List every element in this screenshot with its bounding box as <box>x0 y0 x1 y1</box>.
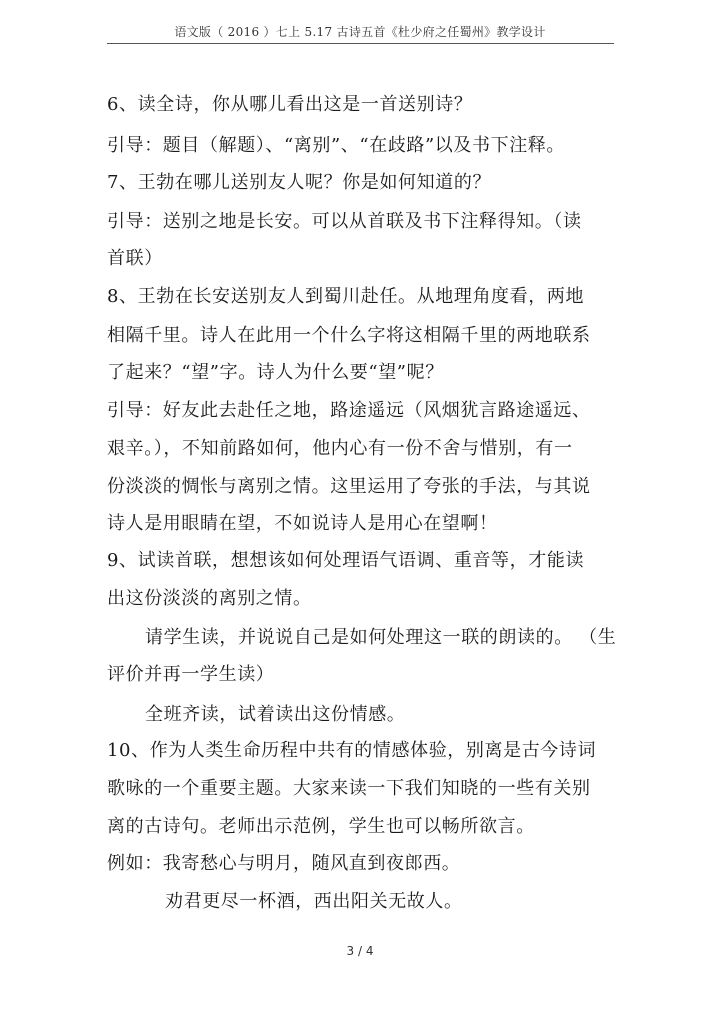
question-8-cont-1: 相隔千里。诗人在此用一个什么字将这相隔千里的两地联系 <box>107 325 591 346</box>
question-6: 6、读全诗，你从哪儿看出这是一首送别诗？ <box>107 94 473 115</box>
guide-8-cont-3: 诗人是用眼睛在望，不如说诗人是用心在望啊！ <box>107 513 498 534</box>
activity-class-read: 全班齐读，试着读出这份情感。 <box>145 704 406 725</box>
example-line-2: 劝君更尽一杯酒，西出阳关无故人。 <box>165 891 463 912</box>
guide-8-cont-1: 艰辛。），不知前路如何，他内心有一份不舍与惜别，有一 <box>107 438 573 459</box>
guide-8: 引导：好友此去赴任之地，路途遥远（风烟犹言路途遥远、 <box>107 400 591 421</box>
question-10-cont-1: 歌咏的一个重要主题。大家来读一下我们知晓的一些有关别 <box>107 778 591 799</box>
guide-7-cont: 首联） <box>107 248 163 269</box>
question-9-cont: 出这份淡淡的离别之情。 <box>107 588 312 609</box>
question-7: 7、王勃在哪儿送别友人呢？你是如何知道的？ <box>107 172 492 193</box>
guide-7: 引导：送别之地是长安。可以从首联及书下注释得知。（读 <box>107 211 582 232</box>
question-9: 9、试读首联，想想该如何处理语气语调、重音等，才能读 <box>107 550 585 571</box>
activity-student-read: 请学生读，并说说自己是如何处理这一联的朗读的。 （生 <box>145 627 617 648</box>
page-header: 语文版（ 2016 ）七上 5.17 古诗五首《杜少府之任蜀州》教学设计 <box>174 25 546 39</box>
activity-student-read-cont: 评价并再一学生读） <box>107 664 275 685</box>
question-8: 8、王勃在长安送别友人到蜀川赴任。从地理角度看，两地 <box>107 286 585 307</box>
example-line-1: 例如：我寄愁心与明月，随风直到夜郎西。 <box>107 853 461 874</box>
page-number: 3 / 4 <box>346 944 374 958</box>
guide-6: 引导：题目（解题）、“离别”、“在歧路”以及书下注释。 <box>107 135 566 156</box>
header-divider <box>107 43 614 44</box>
question-10-cont-2: 离的古诗句。老师出示范例，学生也可以畅所欲言。 <box>107 816 535 837</box>
question-10: 10、作为人类生命历程中共有的情感体验，别离是古今诗词 <box>107 740 597 761</box>
guide-8-cont-2: 份淡淡的惆怅与离别之情。这里运用了夸张的手法，与其说 <box>107 476 591 497</box>
question-8-cont-2: 了起来？“望”字。诗人为什么要“望”呢？ <box>107 362 444 383</box>
